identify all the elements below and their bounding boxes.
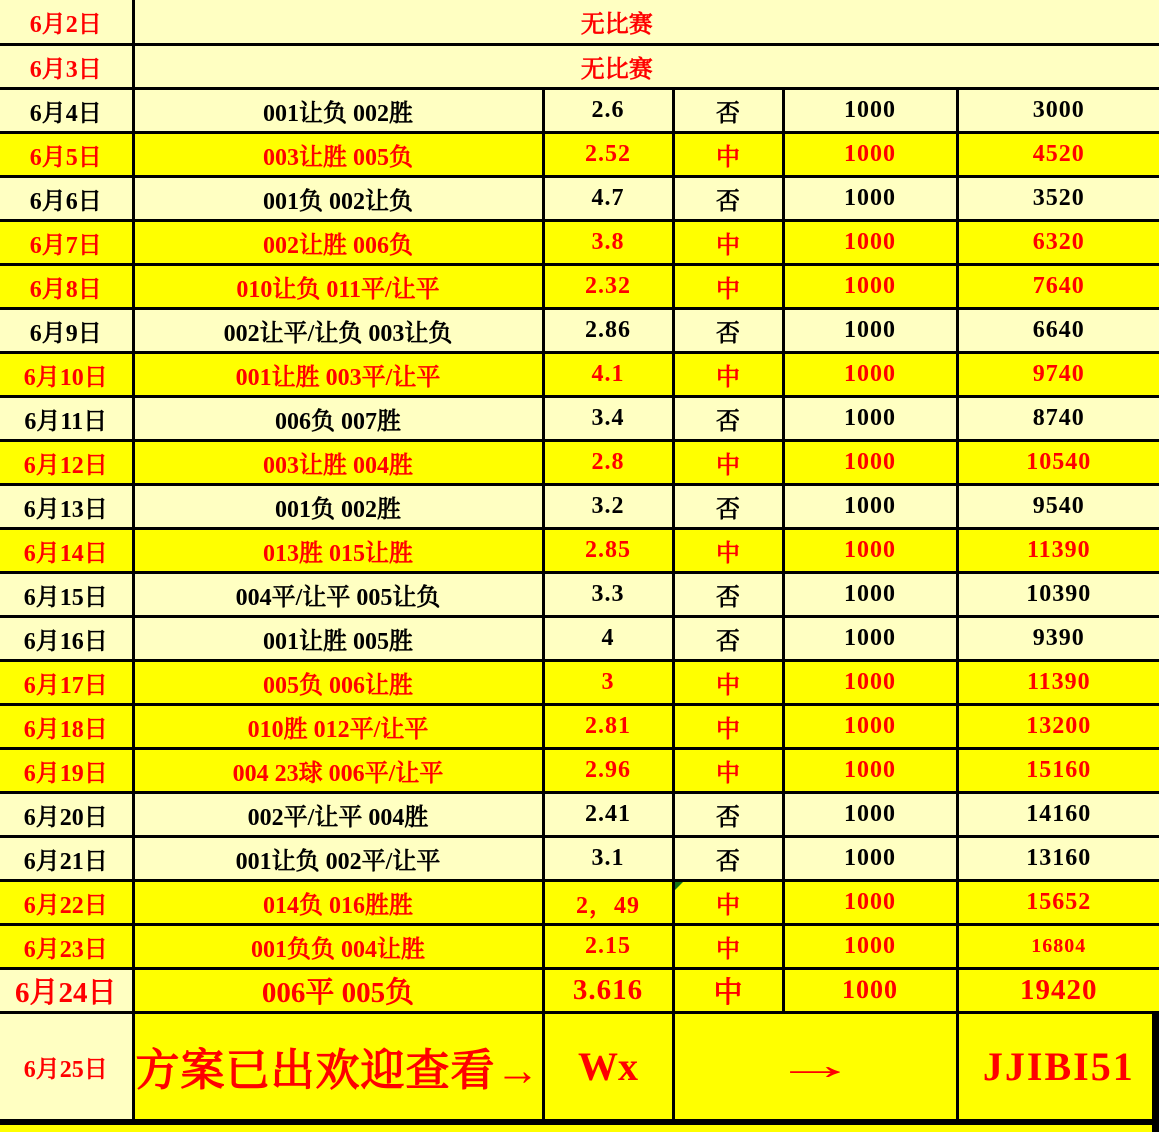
cell-result[interactable]: 中 — [673, 220, 783, 264]
cell-total[interactable]: 10390 — [957, 572, 1159, 616]
cell-date[interactable]: 6月6日 — [0, 176, 133, 220]
cell-total[interactable]: 13160 — [957, 836, 1159, 880]
cell-odds[interactable]: 4.7 — [543, 176, 673, 220]
cell-match[interactable]: 003让胜 005负 — [133, 132, 543, 176]
table-row — [0, 616, 1159, 660]
long-right-arrow-icon: → — [773, 1043, 857, 1090]
cell-date[interactable]: 6月10日 — [0, 352, 133, 396]
cell-stake[interactable]: 1000 — [783, 748, 957, 792]
cell-total[interactable]: 9390 — [957, 616, 1159, 660]
cell-stake[interactable]: 1000 — [783, 704, 957, 748]
cell-date[interactable]: 6月14日 — [0, 528, 133, 572]
cell-match[interactable]: 014负 016胜胜 — [133, 880, 543, 924]
cell-code[interactable]: JJIBI51 — [957, 1012, 1159, 1122]
cell-match[interactable]: 003让胜 004胜 — [133, 440, 543, 484]
cell-result[interactable]: 中 — [673, 264, 783, 308]
cell-total[interactable]: 9540 — [957, 484, 1159, 528]
table-row — [0, 308, 1159, 352]
table-row — [0, 880, 1159, 924]
cell-stake[interactable]: 1000 — [783, 440, 957, 484]
cell-date[interactable]: 6月13日 — [0, 484, 133, 528]
cell-total[interactable]: 9740 — [957, 352, 1159, 396]
cell-match[interactable]: 001让负 002胜 — [133, 88, 543, 132]
cell-stake[interactable]: 1000 — [783, 660, 957, 704]
cell-total[interactable]: 3520 — [957, 176, 1159, 220]
cell-stake[interactable]: 1000 — [783, 616, 957, 660]
cell-result[interactable]: 否 — [673, 484, 783, 528]
cell-result[interactable]: 否 — [673, 792, 783, 836]
cell-date[interactable]: 6月3日 — [0, 44, 133, 88]
cell-date[interactable]: 6月15日 — [0, 572, 133, 616]
cell-odds[interactable]: 2.15 — [543, 924, 673, 968]
cell-match[interactable]: 001让负 002平/让平 — [133, 836, 543, 880]
cell-date[interactable]: 6月16日 — [0, 616, 133, 660]
table-row — [0, 396, 1159, 440]
cell-total[interactable]: 19420 — [957, 968, 1159, 1012]
cell-odds[interactable]: 2.52 — [543, 132, 673, 176]
table-row — [0, 660, 1159, 704]
cell-result[interactable]: 否 — [673, 308, 783, 352]
cell-date[interactable]: 6月7日 — [0, 220, 133, 264]
cell-match[interactable]: 001负 002胜 — [133, 484, 543, 528]
cell-total[interactable]: 11390 — [957, 660, 1159, 704]
cell-message[interactable]: 方案已出欢迎查看→ — [133, 1012, 543, 1122]
cell-result[interactable]: 中 — [673, 704, 783, 748]
cell-total[interactable]: 6320 — [957, 220, 1159, 264]
cell-total[interactable]: 3000 — [957, 88, 1159, 132]
cell-stake[interactable]: 1000 — [783, 484, 957, 528]
cell-match[interactable]: 001负负 004让胜 — [133, 924, 543, 968]
table-row — [0, 176, 1159, 220]
cell-date[interactable]: 6月24日 — [0, 968, 133, 1012]
cell-total[interactable]: 8740 — [957, 396, 1159, 440]
cell-stake[interactable]: 1000 — [783, 308, 957, 352]
table-row — [0, 132, 1159, 176]
cell-odds[interactable]: 3.2 — [543, 484, 673, 528]
cell-stake[interactable]: 1000 — [783, 836, 957, 880]
cell-date[interactable]: 6月18日 — [0, 704, 133, 748]
footer-row — [0, 1012, 1159, 1122]
cell-note[interactable]: 无比赛 — [133, 44, 1159, 88]
cell-match[interactable]: 001负 002让负 — [133, 176, 543, 220]
cell-result[interactable]: 中 — [673, 528, 783, 572]
cell-odds[interactable]: 2.6 — [543, 88, 673, 132]
cell-date[interactable]: 6月9日 — [0, 308, 133, 352]
table-row — [0, 748, 1159, 792]
cell-stake[interactable]: 1000 — [783, 176, 957, 220]
cell-match[interactable]: 006负 007胜 — [133, 396, 543, 440]
cell-total[interactable]: 14160 — [957, 792, 1159, 836]
cell-total[interactable]: 15160 — [957, 748, 1159, 792]
cell-date[interactable]: 6月12日 — [0, 440, 133, 484]
cell-stake[interactable]: 1000 — [783, 572, 957, 616]
cell-result[interactable]: 中 — [673, 880, 783, 924]
cell-odds[interactable]: 3.3 — [543, 572, 673, 616]
table-row — [0, 572, 1159, 616]
cell-result[interactable]: 否 — [673, 572, 783, 616]
cell-match[interactable]: 002让平/让负 003让负 — [133, 308, 543, 352]
cell-date[interactable]: 6月5日 — [0, 132, 133, 176]
cell-stake[interactable]: 1000 — [783, 352, 957, 396]
cell-date[interactable]: 6月21日 — [0, 836, 133, 880]
cell-date[interactable]: 6月25日 — [0, 1012, 133, 1122]
cell-odds[interactable]: 2.41 — [543, 792, 673, 836]
cell-odds[interactable]: 2.81 — [543, 704, 673, 748]
cell-match[interactable]: 001让胜 005胜 — [133, 616, 543, 660]
cell-stake[interactable]: 1000 — [783, 528, 957, 572]
cell-result[interactable]: 否 — [673, 616, 783, 660]
cell-result[interactable]: 中 — [673, 660, 783, 704]
cell-total[interactable]: 6640 — [957, 308, 1159, 352]
nomatch-row — [0, 44, 1159, 88]
cell-odds[interactable]: 3.616 — [543, 968, 673, 1012]
cell-stake[interactable]: 1000 — [783, 88, 957, 132]
cell-date[interactable]: 6月20日 — [0, 792, 133, 836]
table-row — [0, 528, 1159, 572]
footer-right-border — [1152, 1012, 1159, 1132]
cell-result[interactable]: 中 — [673, 440, 783, 484]
cell-note[interactable]: 无比赛 — [133, 0, 1159, 44]
cell-result[interactable]: 中 — [673, 132, 783, 176]
cell-odds[interactable]: 2.32 — [543, 264, 673, 308]
cell-stake[interactable]: 1000 — [783, 792, 957, 836]
cell-match[interactable]: 010让负 011平/让平 — [133, 264, 543, 308]
cell-total[interactable]: 11390 — [957, 528, 1159, 572]
cell-match[interactable]: 001让胜 003平/让平 — [133, 352, 543, 396]
table-row — [0, 704, 1159, 748]
cell-match[interactable]: 005负 006让胜 — [133, 660, 543, 704]
cell-odds[interactable]: 4.1 — [543, 352, 673, 396]
cell-match[interactable]: 010胜 012平/让平 — [133, 704, 543, 748]
cell-odds[interactable]: 3 — [543, 660, 673, 704]
cell-arrow[interactable] — [673, 1012, 957, 1122]
cell-total[interactable]: 15652 — [957, 880, 1159, 924]
cell-stake[interactable]: 1000 — [783, 880, 957, 924]
cell-stake[interactable]: 1000 — [783, 264, 957, 308]
cell-result[interactable]: 中 — [673, 968, 783, 1012]
cell-date[interactable]: 6月23日 — [0, 924, 133, 968]
cell-total[interactable]: 7640 — [957, 264, 1159, 308]
cell-stake[interactable]: 1000 — [783, 924, 957, 968]
cell-match[interactable]: 002让胜 006负 — [133, 220, 543, 264]
table-row — [0, 352, 1159, 396]
table-row — [0, 484, 1159, 528]
cell-date[interactable]: 6月19日 — [0, 748, 133, 792]
table-row — [0, 968, 1159, 1012]
cell-total[interactable]: 16804 — [957, 924, 1159, 968]
nomatch-row — [0, 0, 1159, 44]
table-row — [0, 264, 1159, 308]
cell-odds[interactable]: 4 — [543, 616, 673, 660]
cell-match[interactable]: 004平/让平 005让负 — [133, 572, 543, 616]
cell-odds[interactable]: 2.8 — [543, 440, 673, 484]
cell-match[interactable]: 006平 005负 — [133, 968, 543, 1012]
table-row — [0, 440, 1159, 484]
cell-match[interactable]: 004 23球 006平/让平 — [133, 748, 543, 792]
cell-total[interactable]: 10540 — [957, 440, 1159, 484]
cell-stake[interactable]: 1000 — [783, 396, 957, 440]
cell-date[interactable]: 6月8日 — [0, 264, 133, 308]
cell-result[interactable]: 中 — [673, 748, 783, 792]
cell-date[interactable]: 6月22日 — [0, 880, 133, 924]
cell-odds[interactable]: 2.96 — [543, 748, 673, 792]
cell-total[interactable]: 4520 — [957, 132, 1159, 176]
cell-match[interactable]: 002平/让平 004胜 — [133, 792, 543, 836]
cell-date[interactable]: 6月17日 — [0, 660, 133, 704]
table-row — [0, 836, 1159, 880]
cell-date[interactable]: 6月2日 — [0, 0, 133, 44]
cell-odds[interactable]: 2.85 — [543, 528, 673, 572]
cell-odds[interactable]: 2.86 — [543, 308, 673, 352]
cell-stake[interactable]: 1000 — [783, 220, 957, 264]
cell-result[interactable]: 中 — [673, 352, 783, 396]
table-row — [0, 792, 1159, 836]
cell-total[interactable]: 13200 — [957, 704, 1159, 748]
cell-result[interactable]: 否 — [673, 88, 783, 132]
cell-result[interactable]: 中 — [673, 924, 783, 968]
table-row — [0, 220, 1159, 264]
cell-result[interactable]: 否 — [673, 176, 783, 220]
cell-odds[interactable]: 3.8 — [543, 220, 673, 264]
table-row — [0, 924, 1159, 968]
cell-odds[interactable]: 3.1 — [543, 836, 673, 880]
table-row — [0, 88, 1159, 132]
cell-wx[interactable]: Wx — [543, 1012, 673, 1122]
cell-stake[interactable]: 1000 — [783, 132, 957, 176]
cell-odds[interactable]: 2，49 — [543, 880, 673, 924]
cell-match[interactable]: 013胜 015让胜 — [133, 528, 543, 572]
cell-result[interactable]: 否 — [673, 396, 783, 440]
cell-odds[interactable]: 3.4 — [543, 396, 673, 440]
cell-stake[interactable]: 1000 — [783, 968, 957, 1012]
cell-date[interactable]: 6月11日 — [0, 396, 133, 440]
cell-date[interactable]: 6月4日 — [0, 88, 133, 132]
cell-result[interactable]: 否 — [673, 836, 783, 880]
